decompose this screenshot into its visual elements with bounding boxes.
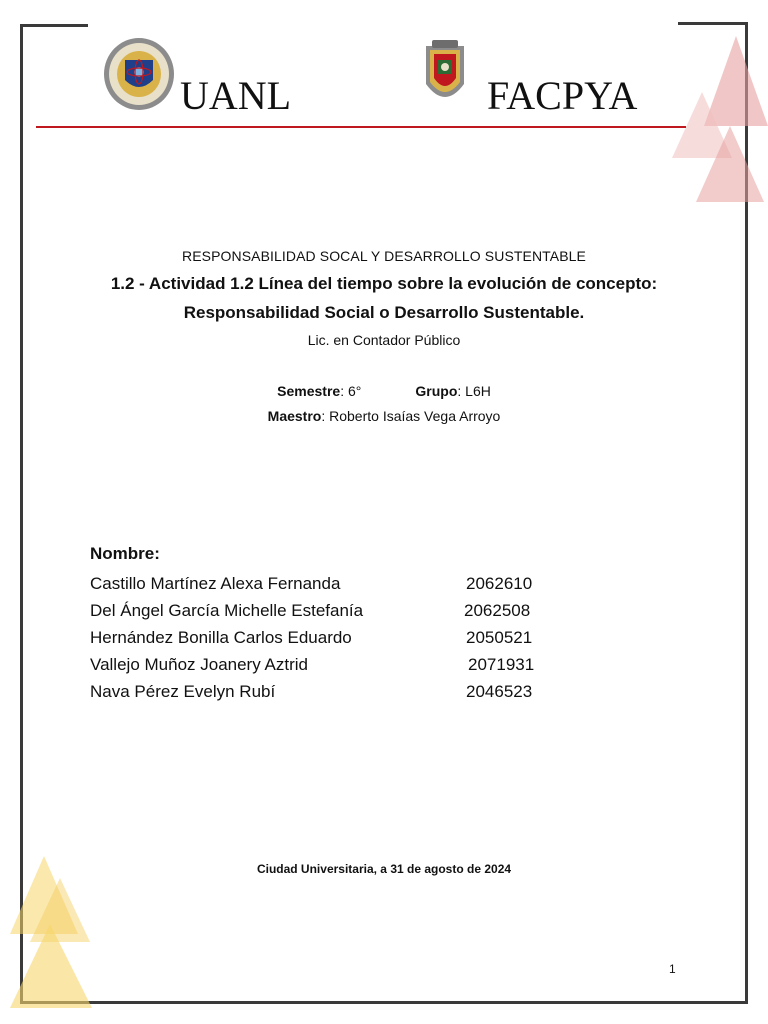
page-number: 1 [669, 962, 676, 976]
student-id: 2071931 [468, 655, 535, 674]
student-row [90, 651, 535, 678]
group-value: : L6H [457, 383, 491, 399]
students-heading: Nombre: [90, 544, 160, 563]
student-id: 2050521 [466, 628, 533, 647]
student-name: Del Ángel García Michelle Estefanía [90, 601, 364, 620]
page-frame-top-left [20, 24, 88, 27]
activity-title-line2: Responsabilidad Social o Desarrollo Sustentable. [183, 303, 585, 322]
semester-value: : 6° [340, 383, 362, 399]
activity-title-line1: 1.2 - Actividad 1.2 Línea del tiempo sobre la evolución de concepto: [110, 274, 658, 293]
page-frame-bottom [20, 1001, 748, 1004]
page-frame-top-right [678, 22, 748, 25]
uanl-seal-logo [102, 36, 176, 112]
student-row [90, 570, 533, 597]
semester-group-line [0, 383, 768, 399]
student-name: Vallejo Muñoz Joanery Aztrid [90, 655, 308, 674]
student-name: Hernández Bonilla Carlos Eduardo [90, 628, 352, 647]
teacher-value: : Roberto Isaías Vega Arroyo [321, 408, 501, 424]
student-id: 2046523 [466, 682, 533, 701]
teacher-line [0, 408, 768, 424]
student-name: Castillo Martínez Alexa Fernanda [90, 574, 341, 593]
semester-label: Semestre [277, 383, 341, 399]
facpya-seal-logo [422, 38, 468, 110]
student-id: 2062610 [466, 574, 533, 593]
decorative-triangles-red [670, 30, 768, 210]
facpya-logo-text: FACPYA [487, 73, 638, 118]
career-name: Lic. en Contador Público [307, 332, 461, 348]
subject-title: RESPONSABILIDAD SOCAL Y DESARROLLO SUSTENTABLE [182, 248, 586, 264]
students-block [90, 543, 535, 705]
student-name: Nava Pérez Evelyn Rubí [90, 682, 276, 701]
student-row [90, 678, 533, 705]
student-row [90, 597, 531, 624]
place-and-date: Ciudad Universitaria, a 31 de agosto de 2024 [256, 862, 512, 876]
student-id: 2062508 [464, 601, 531, 620]
teacher-label: Maestro [267, 408, 322, 424]
student-row [90, 624, 533, 651]
group-label: Grupo [415, 383, 458, 399]
uanl-logo-text: UANL [180, 73, 292, 118]
header-divider [36, 126, 686, 128]
